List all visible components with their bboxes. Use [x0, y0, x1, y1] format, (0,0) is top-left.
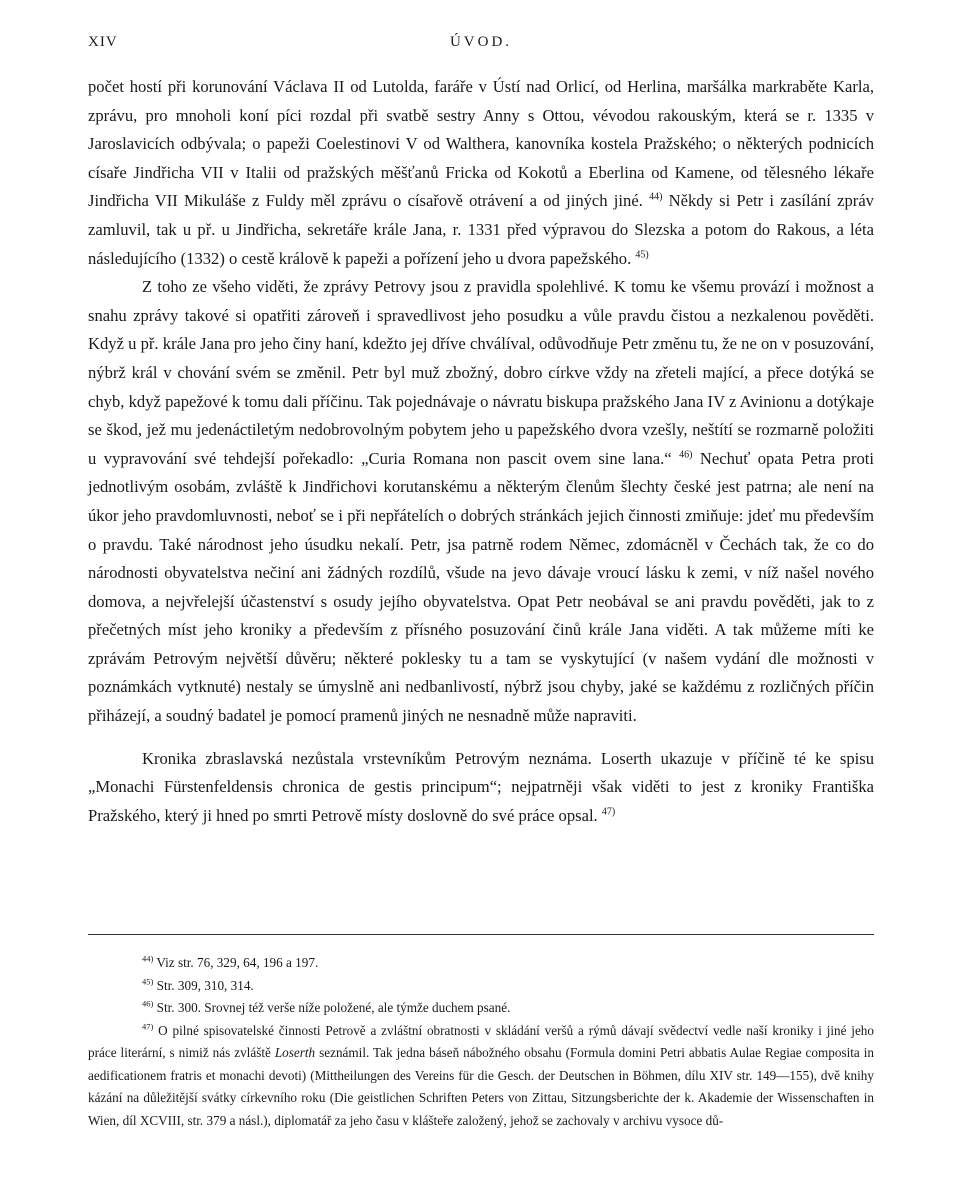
- paragraph-text: počet hostí při korunování Václava II od Lutolda, faráře v Ústí nad Orlicí, od Herlina, maršálka markraběte Karla, zprávu, pro mnoholi koní píci rozdal při svatbě sestry Anny s Ottou, vévodou rakouským, která se r. 1335 v Jaroslavicích odbývala; o papeži Coelestinovi V od Walthera, kanovníka kostela Pražského; o některých podnicích císaře Jindřicha VII v Italii od pražských měšťanů Fricka od Kokotů a Eberlina od Kamene, od tělesného lékaře Jindřicha VII Mikuláše z Fuldy měl zprávu o císařově otrávení a od jiných jiné.: [88, 77, 874, 211]
- main-text: [88, 73, 874, 830]
- footnote: [88, 1020, 874, 1133]
- footnote-ref: 44): [649, 191, 663, 203]
- page-number: XIV: [88, 34, 118, 50]
- paragraph: [88, 273, 874, 731]
- footnote-mark: 44): [142, 953, 154, 964]
- paragraph-continued: [88, 73, 874, 273]
- footnote-mark: 45): [142, 976, 154, 987]
- footnote-mark: 47): [142, 1021, 154, 1032]
- footnote: [88, 975, 874, 998]
- page-header: [88, 34, 874, 58]
- paragraph-text: Někdy si Petr i zasílání zpráv zamluvil, tak u př. u Jindřicha, sekretáře krále Jana, r. 1331 před výpravou do Slezska a potom do Rakous, a léta následujícího (1332) o cestě královĕ k papeži a pořízení jeho u dvora papežského.: [88, 191, 874, 268]
- paragraph-text: Nechuť opata Petra proti jednotlivým osobám, zvláště k Jindřichovi korutanskému a některým členům šlechty české jest patrna; ale není na úkor jeho pravdomluvnosti, neboť se i při nepřátelích o dobrých stránkách jejich činnosti zmiňuje: jdeť mu především o pravdu. Také národnost jeho úsudku nekalí. Petr, jsa patrně rodem Němec, zdomácněl v Čechách tak, že co do národnosti obyvatelstva nečiní ani žádných rozdílů, všude na jevo dávaje vroucí lásku k zemi, v níž našel nového domova, a nejvřelejší účastenství s osudy jejího obyvatelstva. Opat Petr neobával se ani pravdu pověděti, jak to z přečetných míst jeho kroniky a především z přísného posuzování činů krále Jana viděti. A tak můžeme míti ke zprávám Petrovým největší důvěru; některé poklesky tu a tam se vyskytující (v našem vydání dle možnosti v poznámkách vytknuté) nestaly se úmyslně ani nedbanlivostí, nýbrž jsou chyby, jaké se každému z rozličných příčin přiházejí, a soudný badatel je pomocí pramenů jiných ne nesnadně může napraviti.: [88, 448, 874, 726]
- footnote-divider: [88, 934, 874, 935]
- footnote-text: Str. 300. Srovnej též verše níže položené, ale týmže duchem psané.: [156, 1000, 511, 1015]
- paragraph-text: Z toho ze všeho viděti, že zprávy Petrovy jsou z pravidla spolehlivé. K tomu ke všemu provází i možnost a snahu zprávy takové si opatřiti zároveň i spravedlivost jeho posudku a vůle pravdu čistou a nezkalenou pověděti. Když u př. krále Jana pro jeho činy haní, kdežto jej dříve chválíval, odůvodňuje Petr změnu tu, že ne on v posuzování, nýbrž král v chování svém se změnil. Petr byl muž zbožný, dobro církve vždy na zřeteli mající, a přece dotýká se chyb, když papežové k tomu dali příčinu. Tak pojednávaje o návratu biskupa pražského Jana IV z Avinionu a dotýkaje se škod, jež mu jedenáctiletým nedobrovolným pobytem jeho u papežského dvora vzešly, neštítí se rozmarně položiti u vypravování své tehdejší pořekadlo: „Curia Romana non pascit ovem sine lana.“: [88, 277, 874, 468]
- footnote: [88, 952, 874, 975]
- footnote-text: O pilné spisovatelské činnosti Petrově a zvláštní obratnosti v skládání veršů a rýmů dávají svědectví vedle naší kroniky i jiné jeho práce literární, s nimiž nás zvláště: [88, 1022, 874, 1060]
- footnote-ref: 46): [679, 449, 693, 461]
- footnote-mark: 46): [142, 998, 154, 1009]
- footnote-ref: 47): [601, 806, 616, 818]
- footnote-text: Str. 309, 310, 314.: [156, 977, 254, 993]
- footnote-text: seznámil. Tak jedna báseň nábožného obsahu (Formula domini Petri abbatis Aulae Regiae composita in aedificationem fratris et monachi devoti) (Mittheilungen des Vereins für die Gesch. der Deutschen in Böhmen, dílu XIV str. 149—155), dvě knihy kázání na důležitější svátky církevního roku (Die geistlichen Schriften Peters von Zittau, Sitzungsberichte der k. Akademie der Wissenschaften in Wien, díl XCVIII, str. 379 a násl.), diplomatář za jeho času v klášteře založený, jehož se zachovaly v archivu vysoce dů-: [88, 1045, 874, 1128]
- footnote-ref: 45): [635, 249, 649, 261]
- author-name: Loserth: [274, 1045, 316, 1060]
- running-title: ÚVOD.: [449, 34, 513, 50]
- footnotes: [88, 952, 874, 1132]
- footnote-text: Viz str. 76, 329, 64, 196 a 197.: [156, 955, 319, 970]
- paragraph: [88, 745, 874, 831]
- footnote: [88, 997, 874, 1020]
- paragraph-text: Kronika zbraslavská nezůstala vrstevníkům Petrovým neznáma. Loserth ukazuje v příčině té ke spisu „Monachi Fürstenfeldensis chronica de gestis principum“; nejpatrněji však viděti to jest z kroniky Františka Pražského, který ji hned po smrti Petrově místy doslovně do své práce opsal.: [88, 748, 874, 825]
